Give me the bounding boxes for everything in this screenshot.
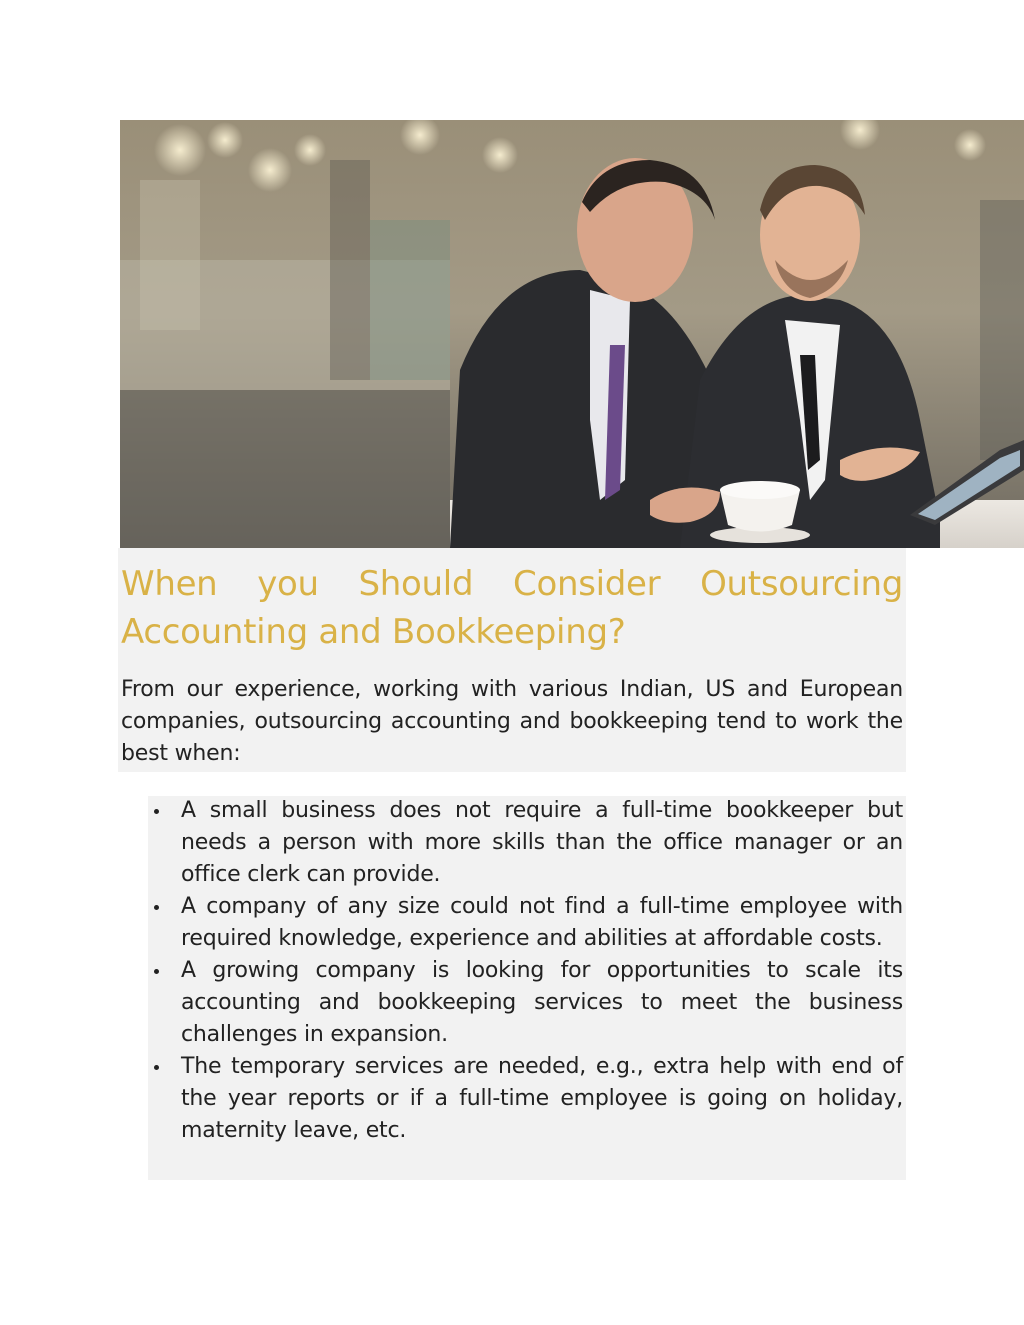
hero-photo — [120, 120, 1024, 548]
list-item-text: A small business does not require a full-time bookkeeper but needs a person with more skills than the office manager or an office clerk can provide. — [181, 798, 903, 887]
bullet-dot-icon — [154, 905, 159, 910]
list-item — [181, 955, 903, 1051]
bullet-dot-icon — [154, 809, 159, 814]
intro-paragraph: From our experience, working with various Indian, US and European companies, outsourcing accounting and bookkeeping tend to work the best when: — [121, 677, 903, 766]
list-item-text: A company of any size could not find a full-time employee with required knowledge, experience and abilities at affordable costs. — [181, 894, 903, 951]
list-item — [181, 795, 903, 891]
bullet-dot-icon — [154, 1065, 159, 1070]
bullet-list — [181, 795, 903, 1147]
bullet-dot-icon — [154, 969, 159, 974]
list-item — [181, 891, 903, 955]
list-item-text: A growing company is looking for opportunities to scale its accounting and bookkeeping services to meet the business challenges in expansion. — [181, 958, 903, 1047]
list-item-text: The temporary services are needed, e.g., extra help with end of the year reports or if a full-time employee is going on holiday, maternity leave, etc. — [181, 1054, 903, 1143]
page-heading: When you Should Consider Outsourcing Accounting and Bookkeeping? — [121, 564, 903, 652]
list-item — [181, 1051, 903, 1147]
